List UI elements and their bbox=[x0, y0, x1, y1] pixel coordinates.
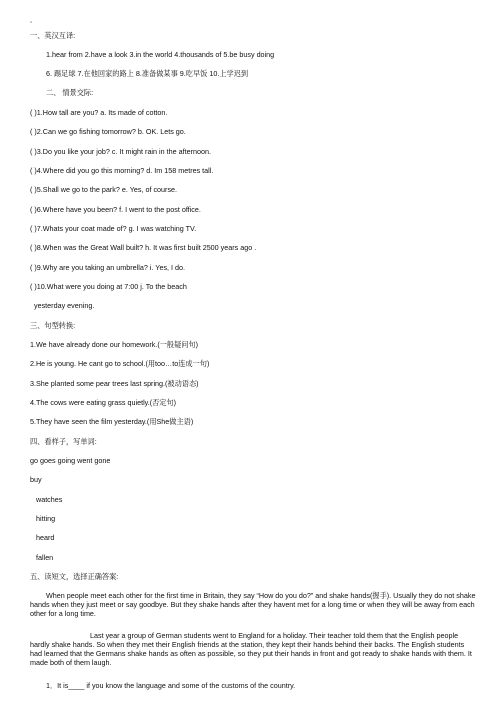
section-1-line-1: 1.hear from 2.have a look 3.in the world 4.thousands of 5.be busy doing bbox=[46, 50, 275, 59]
dialogue-item-7: ( )7.Whats your coat made of? g. I was watching TV. bbox=[30, 224, 197, 233]
word-row-5: heard bbox=[36, 533, 55, 542]
dialogue-item-4: ( )4.Where did you go this morning? d. Im 158 metres tall. bbox=[30, 166, 214, 175]
transform-item-1: 1.We have already done our homework.(一般疑问句) bbox=[30, 340, 199, 349]
word-row-3: watches bbox=[36, 495, 63, 504]
word-row-2: buy bbox=[30, 475, 42, 484]
section-1-line-2: 6. 踢足球 7.在他回家的路上 8.准备做某事 9.吃早饭 10.上学迟到 bbox=[46, 69, 249, 78]
transform-item-3: 3.She planted some pear trees last spring.(被动语态) bbox=[30, 379, 199, 388]
dialogue-item-1: ( )1.How tall are you? a. Its made of cotton. bbox=[30, 108, 168, 117]
dialogue-item-9: ( )9.Why are you taking an umbrella? i. Yes, I do. bbox=[30, 263, 186, 272]
dialogue-item-10-cont: yesterday evening. bbox=[34, 301, 95, 310]
section-2-title: 二、 情景交际: bbox=[46, 88, 94, 97]
reading-question-1: 1．It is____ if you know the language and some of the customs of the country. bbox=[46, 681, 296, 690]
reading-paragraph-1-text: When people meet each other for the first time in Britain, they say “How do you do?” and shake hands(握手). Usually they do not shake hands when they just meet or say goodbye. But they shake hands after they havent met for a long time or when they will be away from each other for a long time. bbox=[30, 591, 476, 618]
section-5-title: 五、读短文，选择正确答案: bbox=[30, 572, 119, 581]
dialogue-item-10: ( )10.What were you doing at 7:00 j. To the beach bbox=[30, 282, 187, 291]
dialogue-item-3: ( )3.Do you like your job? c. It might rain in the afternoon. bbox=[30, 147, 211, 156]
reading-paragraph-2-text: Last year a group of German students went to England for a holiday. Their teacher told them that the English people hardly shake hands. So when they met their English friends at the station, they kept their hands behind their backs. The English students had learned that the Germans shake hands as often as possible, so they put their hands in front and got ready to shake hands with them. It made both of them laugh. bbox=[30, 631, 472, 667]
reading-paragraph-2 bbox=[30, 631, 476, 667]
section-1-title: 一、英汉互译: bbox=[30, 31, 76, 40]
word-row-4: hitting bbox=[36, 514, 56, 523]
transform-item-5: 5.They have seen the film yesterday.(用She做主语) bbox=[30, 417, 194, 426]
section-3-title: 三、句型转换: bbox=[30, 321, 76, 330]
page-marker: ▫ bbox=[30, 20, 33, 26]
transform-item-2: 2.He is young. He cant go to school.(用too…to连成一句) bbox=[30, 359, 210, 368]
reading-paragraph-1 bbox=[30, 591, 476, 618]
dialogue-item-8: ( )8.When was the Great Wall built? h. It was first built 2500 years ago . bbox=[30, 243, 257, 252]
transform-item-4: 4.The cows were eating grass quietly.(否定句) bbox=[30, 398, 177, 407]
dialogue-item-5: ( )5.Shall we go to the park? e. Yes, of course. bbox=[30, 185, 178, 194]
section-4-title: 四、看样子，写单词: bbox=[30, 437, 97, 446]
dialogue-item-2: ( )2.Can we go fishing tomorrow? b. OK. Lets go. bbox=[30, 127, 186, 136]
dialogue-item-6: ( )6.Where have you been? f. I went to the post office. bbox=[30, 205, 201, 214]
word-row-1: go goes going went gone bbox=[30, 456, 111, 465]
word-row-6: fallen bbox=[36, 553, 54, 562]
